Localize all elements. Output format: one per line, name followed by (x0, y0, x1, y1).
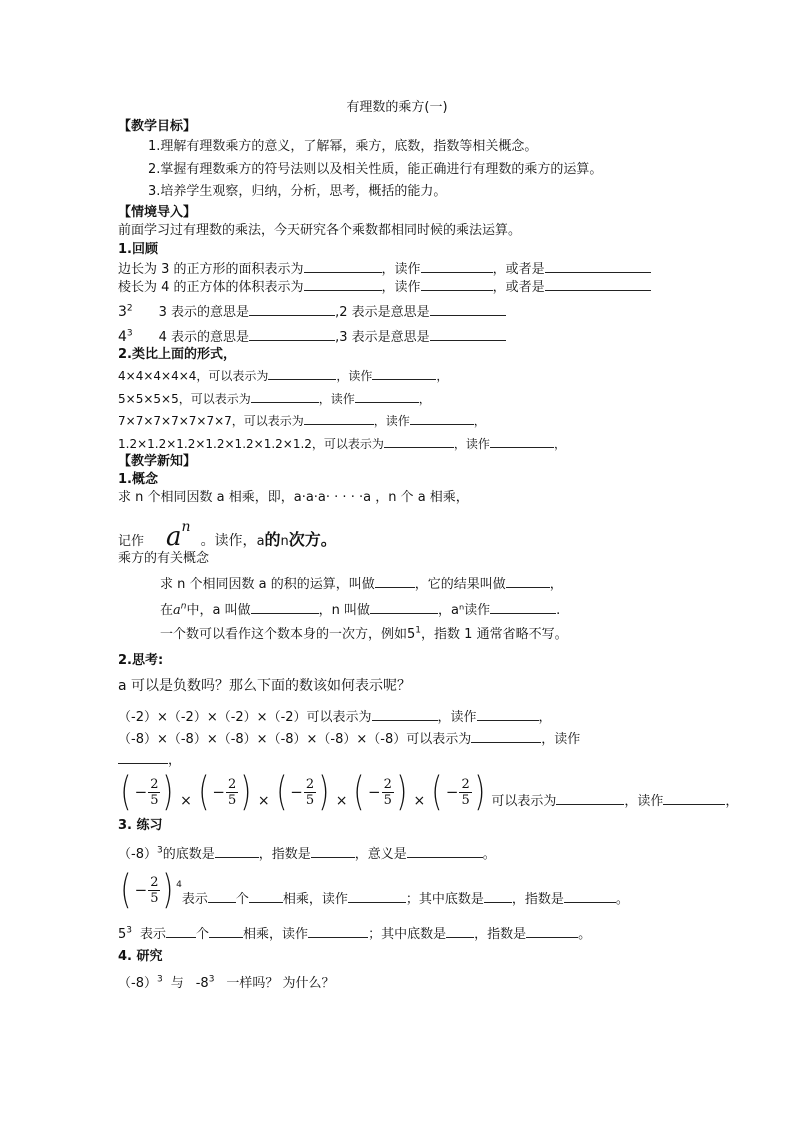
fraction-product-line: ( − $\frac{2}{5}$ ) × ( − $\frac{2}{5}$ ) × ( − $\frac{2}{5}$ ) × ( − $\frac{2}{5}$ ) × ( − $\frac{2}{5}$ ) 可以表示为 ，读作 ， (118, 770, 738, 824)
power-exponent: 3 (126, 328, 133, 339)
answer-blank[interactable] (215, 844, 259, 858)
answer-blank[interactable] (249, 889, 283, 903)
analogy-text: ， (418, 392, 431, 406)
practice-line (118, 868, 629, 923)
related-base: 5 (407, 627, 416, 642)
fraction-term: ( − $\frac{2}{5}$ ) (431, 769, 485, 815)
notation-text: 的 (264, 530, 281, 549)
review-text: ，或者是 (492, 280, 545, 295)
analogy-text: ， (553, 437, 566, 451)
answer-blank[interactable] (477, 707, 539, 721)
analogy-line (118, 411, 486, 430)
notation-text: 次方。 (288, 530, 337, 549)
power-exponent: 2 (126, 303, 133, 314)
notation-exponent: n (181, 519, 191, 535)
practice-line (118, 844, 496, 864)
review-text: ，读作 (381, 262, 421, 277)
related-text: 中，a 叫做 (186, 603, 251, 618)
review-power-line (118, 302, 506, 322)
answer-blank[interactable] (545, 277, 651, 291)
power-base: 3 (118, 304, 127, 320)
review-line (118, 259, 651, 279)
intro-text: 前面学习过有理数的乘法，今天研究各个乘数都相同时候的乘法运算。 (118, 223, 522, 238)
analogy-text: ，读作 (318, 392, 355, 406)
practice-text: 表示 (140, 927, 167, 942)
think-question: a 可以是负数吗？那么下面的数该如何表示呢？ (118, 678, 412, 694)
answer-blank[interactable] (304, 259, 382, 273)
goal-item: 1.理解有理数乘方的意义，了解幂，乘方，底数，指数等相关概念。 (148, 139, 538, 154)
analogy-header: 2.类比上面的形式， (118, 347, 236, 362)
analogy-text: 7×7×7×7×7×7×7，可以表示为 (118, 414, 304, 428)
answer-blank[interactable] (268, 366, 336, 380)
answer-blank[interactable] (490, 434, 554, 448)
practice-exponent: 4 (176, 880, 182, 890)
think-text: （-2）×（-2）×（-2）×（-2）可以表示为 (118, 710, 372, 725)
concept-header: 1.概念 (118, 472, 158, 487)
related-text: 在 (160, 603, 174, 618)
think-text: ， (725, 794, 739, 809)
practice-text: ；其中底数是 (405, 892, 484, 907)
practice-text: ；其中底数是 (368, 927, 447, 942)
answer-blank[interactable] (370, 600, 438, 614)
related-base: a (173, 603, 181, 618)
practice-text: ，指数是 (258, 847, 311, 862)
notation-prefix: 记作 (118, 534, 145, 549)
think-text: 可以表示为 (491, 794, 557, 809)
goal-item: 3.培养学生观察，归纳，分析，思考，概括的能力。 (148, 184, 447, 199)
intro-header: 【情境导入】 (118, 205, 197, 220)
related-text: . (556, 603, 561, 618)
answer-blank[interactable] (372, 707, 438, 721)
analogy-text: 4×4×4×4×4，可以表示为 (118, 369, 269, 383)
fraction-term: ( − $\frac{2}{5}$ ) (198, 769, 252, 815)
analogy-line (118, 366, 448, 385)
power-base: 4 (118, 329, 127, 345)
analogy-text: ， (473, 414, 486, 428)
goals-header: 【教学目标】 (118, 119, 197, 134)
answer-blank[interactable] (663, 791, 725, 805)
notation-text: n (280, 534, 289, 549)
analogy-text: ，读作 (453, 437, 490, 451)
practice-text: 。 (615, 892, 629, 907)
fraction-term: ( − $\frac{2}{5}$ ) (275, 769, 330, 815)
practice-text: 表示 (181, 892, 208, 907)
answer-blank[interactable] (311, 844, 355, 858)
new-knowledge-header: 【教学新知】 (118, 454, 197, 469)
practice-text: ，指数是 (474, 927, 527, 942)
answer-blank[interactable] (526, 924, 578, 938)
practice-header: 3. 练习 (118, 818, 163, 833)
research-text: 与 (170, 976, 184, 991)
analogy-text: 1.2×1.2×1.2×1.2×1.2×1.2×1.2，可以表示为 (118, 437, 384, 451)
analogy-text: ，读作 (373, 414, 410, 428)
related-line (160, 626, 568, 644)
answer-blank[interactable] (355, 389, 419, 403)
related-text: ，指数 1 通常省略不写。 (421, 627, 568, 642)
review-text: ，读作 (381, 280, 421, 295)
answer-blank[interactable] (410, 411, 474, 425)
answer-blank[interactable] (251, 600, 319, 614)
related-text: ，aⁿ读作 (437, 603, 491, 618)
think-text: ，读作 (624, 794, 664, 809)
practice-text: 。 (578, 927, 592, 942)
answer-blank[interactable] (348, 889, 406, 903)
practice-text: 的底数是 (162, 847, 215, 862)
research-line (118, 975, 335, 993)
research-header: 4. 研究 (118, 949, 163, 964)
related-text: 一个数可以看作这个数本身的一次方，例如 (160, 627, 408, 642)
answer-blank[interactable] (446, 924, 474, 938)
think-line-cont (118, 750, 181, 770)
review-text: ,3 表示是意思是 (335, 330, 430, 345)
think-text: ，读作 (437, 710, 477, 725)
related-title: 乘方的有关概念 (118, 551, 210, 566)
practice-text: 个 (235, 892, 249, 907)
answer-blank[interactable] (430, 327, 506, 341)
answer-blank[interactable] (166, 924, 196, 938)
answer-blank[interactable] (490, 600, 556, 614)
practice-text: 相乘，读作 (243, 927, 309, 942)
practice-exponent: 3 (156, 845, 163, 856)
answer-blank[interactable] (484, 889, 512, 903)
related-text: ，n 叫做 (318, 603, 370, 618)
answer-blank[interactable] (556, 791, 624, 805)
goal-item: 2.掌握有理数乘方的符号法则以及相关性质，能正确进行有理数的乘方的运算。 (148, 162, 603, 177)
page-title: 有理数的乘方(一) (346, 100, 448, 115)
practice-text: 相乘，读作 (282, 892, 348, 907)
answer-blank[interactable] (564, 889, 616, 903)
answer-blank[interactable] (249, 302, 335, 316)
analogy-text: ，读作 (336, 369, 373, 383)
answer-blank[interactable] (375, 574, 415, 588)
answer-blank[interactable] (118, 750, 168, 764)
research-expr: （-8） (118, 976, 157, 991)
practice-exponent: 3 (126, 925, 133, 936)
concept-text: 求 n 个相同因数 a 相乘，即，a·a·a· · · · ·a ，n 个 a 相乘， (118, 490, 469, 505)
research-exponent: 3 (208, 974, 215, 985)
analogy-text: ， (436, 369, 449, 383)
think-text: ，读作 (541, 732, 581, 747)
review-text: 3 表示的意思是 (158, 305, 250, 320)
practice-text: 。 (482, 847, 496, 862)
think-text: ， (168, 753, 182, 768)
review-text: ,2 表示是意思是 (335, 305, 430, 320)
practice-text: ，意义是 (354, 847, 407, 862)
notation-base: a (166, 522, 182, 552)
answer-blank[interactable] (209, 924, 243, 938)
related-text: 求 n 个相同因数 a 的积的运算，叫做 (160, 577, 375, 592)
think-line (118, 707, 552, 727)
answer-blank[interactable] (304, 277, 382, 291)
notation-text: 。读作， (200, 533, 257, 549)
fraction-term: ( − $\frac{2}{5}$ ) (353, 769, 408, 815)
research-exponent: 3 (156, 974, 163, 985)
practice-base: （-8） (118, 847, 157, 862)
related-exponent: 1 (415, 625, 422, 636)
answer-blank[interactable] (430, 302, 506, 316)
review-text: 边长为 3 的正方形的面积表示为 (118, 262, 304, 277)
practice-text: ，指数是 (511, 892, 564, 907)
practice-base: 5 (118, 927, 127, 942)
answer-blank[interactable] (208, 889, 236, 903)
related-text: ，它的结果叫做 (414, 577, 506, 592)
research-expr: -8 (195, 976, 209, 991)
answer-blank[interactable] (384, 434, 454, 448)
answer-blank[interactable] (249, 327, 335, 341)
think-text: ， (538, 710, 552, 725)
fraction-term: ( − $\frac{2}{5}$ ) (120, 867, 174, 913)
research-text: 一样吗？ 为什么？ (226, 976, 335, 991)
answer-blank[interactable] (407, 844, 483, 858)
related-line (160, 600, 560, 620)
think-line (118, 729, 580, 749)
fraction-term: ( − $\frac{2}{5}$ ) (120, 769, 174, 815)
answer-blank[interactable] (545, 259, 651, 273)
answer-blank[interactable] (251, 389, 319, 403)
answer-blank[interactable] (304, 411, 374, 425)
answer-blank[interactable] (506, 574, 550, 588)
think-text: （-8）×（-8）×（-8）×（-8）×（-8）×（-8）可以表示为 (118, 732, 472, 747)
answer-blank[interactable] (372, 366, 436, 380)
review-text: 4 表示的意思是 (158, 330, 250, 345)
related-text: ， (549, 577, 563, 592)
review-line (118, 277, 651, 297)
practice-text: 个 (196, 927, 210, 942)
practice-line (118, 924, 591, 944)
answer-blank[interactable] (308, 924, 368, 938)
analogy-line (118, 389, 431, 408)
answer-blank[interactable] (421, 259, 493, 273)
answer-blank[interactable] (471, 729, 541, 743)
related-line (160, 574, 563, 594)
answer-blank[interactable] (421, 277, 493, 291)
review-header: 1.回顾 (118, 242, 158, 257)
notation-text: a (256, 534, 265, 549)
analogy-text: 5×5×5×5，可以表示为 (118, 392, 251, 406)
review-text: 棱长为 4 的正方体的体积表示为 (118, 280, 304, 295)
think-header: 2.思考: (118, 653, 164, 668)
review-text: ，或者是 (492, 262, 545, 277)
analogy-line (118, 434, 566, 453)
related-exponent: n (180, 601, 187, 612)
review-power-line (118, 327, 506, 347)
